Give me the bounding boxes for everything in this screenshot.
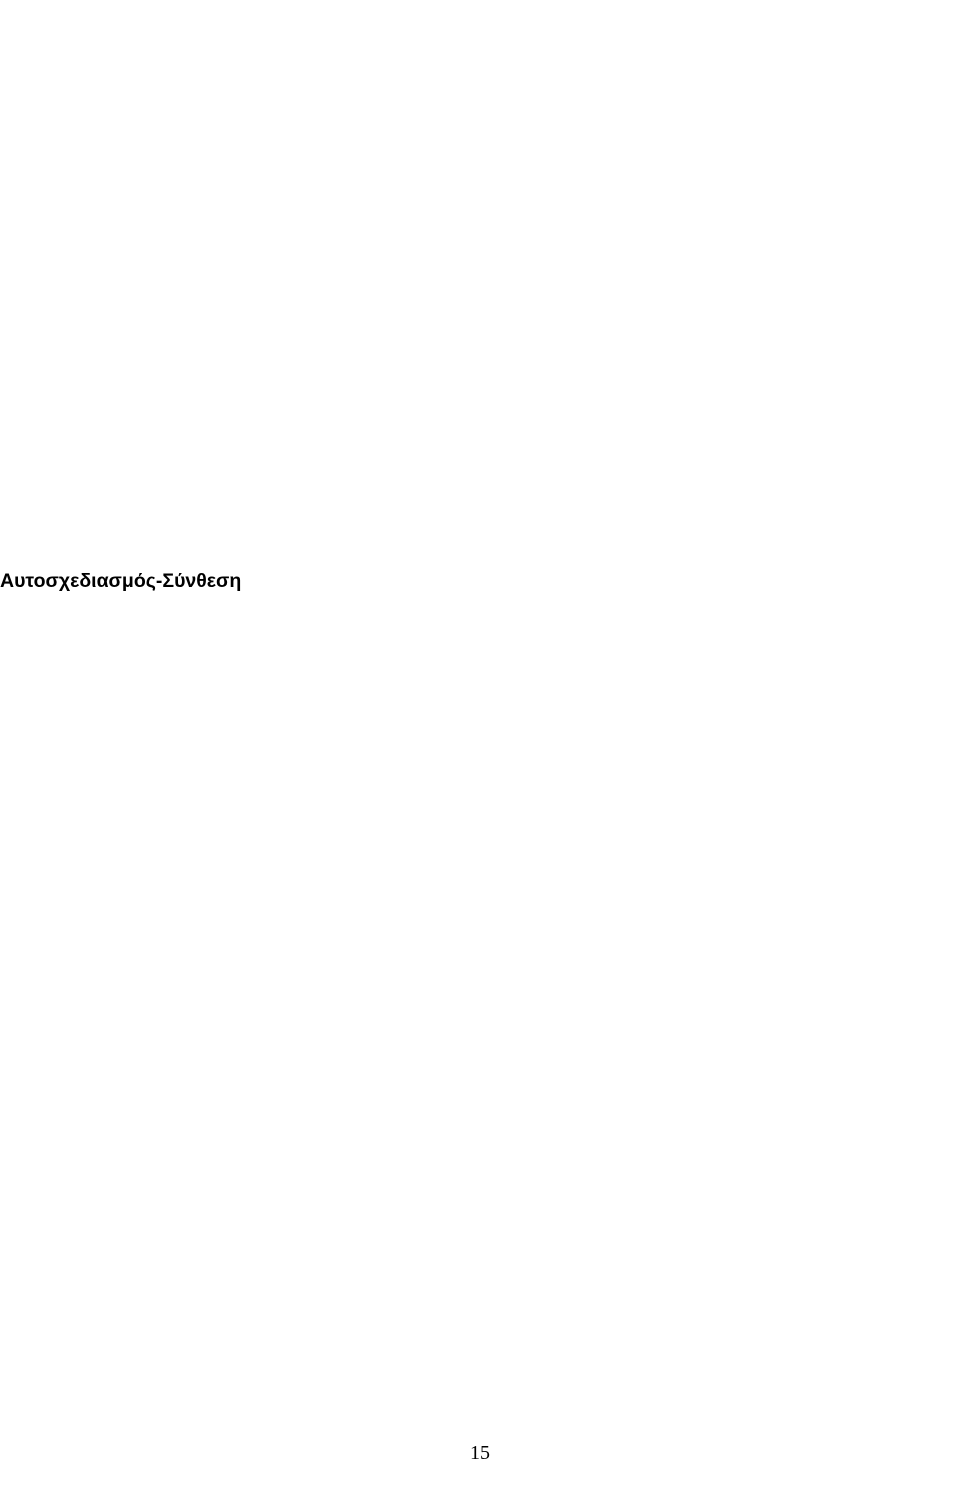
section-heading: Αυτοσχεδιασμός-Σύνθεση: [0, 570, 242, 592]
page-number: 15: [470, 1442, 490, 1464]
